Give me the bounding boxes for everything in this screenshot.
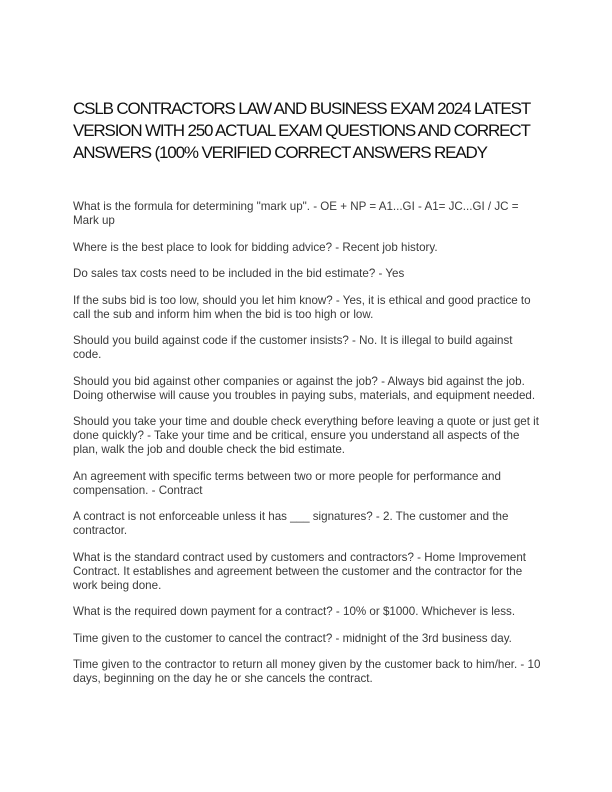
- qa-list: [73, 200, 543, 699]
- qa-item: An agreement with specific terms between two or more people for performance and compensation. - Contract: [73, 469, 501, 497]
- qa-item: Where is the best place to look for bidding advice? - Recent job history.: [73, 240, 438, 254]
- qa-item: If the subs bid is too low, should you let him know? - Yes, it is ethical and good practice to call the sub and inform him when the bid is too high or low.: [73, 293, 531, 321]
- qa-item: Should you build against code if the customer insists? - No. It is illegal to build against code.: [73, 334, 513, 361]
- qa-item: Time given to the customer to cancel the contract? - midnight of the 3rd business day.: [73, 631, 512, 645]
- document-title: CSLB CONTRACTORS LAW AND BUSINESS EXAM 2024 LATEST VERSION WITH 250 ACTUAL EXAM QUESTIONS AND CORRECT ANSWERS (100% VERIFIED CORRECT ANSWERS READY: [73, 99, 530, 162]
- qa-item: What is the required down payment for a contract? - 10% or $1000. Whichever is less.: [73, 605, 516, 618]
- qa-item: What is the formula for determining "mark up". - OE + NP = A1...GI - A1= JC...GI / JC = Mark up: [73, 200, 519, 227]
- qa-item: Should you bid against other companies or against the job? - Always bid against the job. Doing otherwise will cause you troubles in paying subs, materials, and equipment needed.: [73, 374, 536, 402]
- qa-item: Should you take your time and double check everything before leaving a quote or just get it done quickly? - Take your time and be critical, ensure you understand all aspects of the plan, walk the job and double check the bid estimate.: [73, 415, 539, 456]
- qa-item: A contract is not enforceable unless it has ___ signatures? - 2. The customer and the contractor.: [73, 510, 509, 537]
- qa-item: Do sales tax costs need to be included in the bid estimate? - Yes: [73, 267, 405, 280]
- qa-item: Time given to the contractor to return all money given by the customer back to him/her. - 10 days, beginning on the day he or she cancels the contract.: [73, 658, 541, 685]
- qa-item: What is the standard contract used by customers and contractors? - Home Improvement Contract. It establishes and agreement between the customer and the contractor for the work being done.: [73, 550, 526, 592]
